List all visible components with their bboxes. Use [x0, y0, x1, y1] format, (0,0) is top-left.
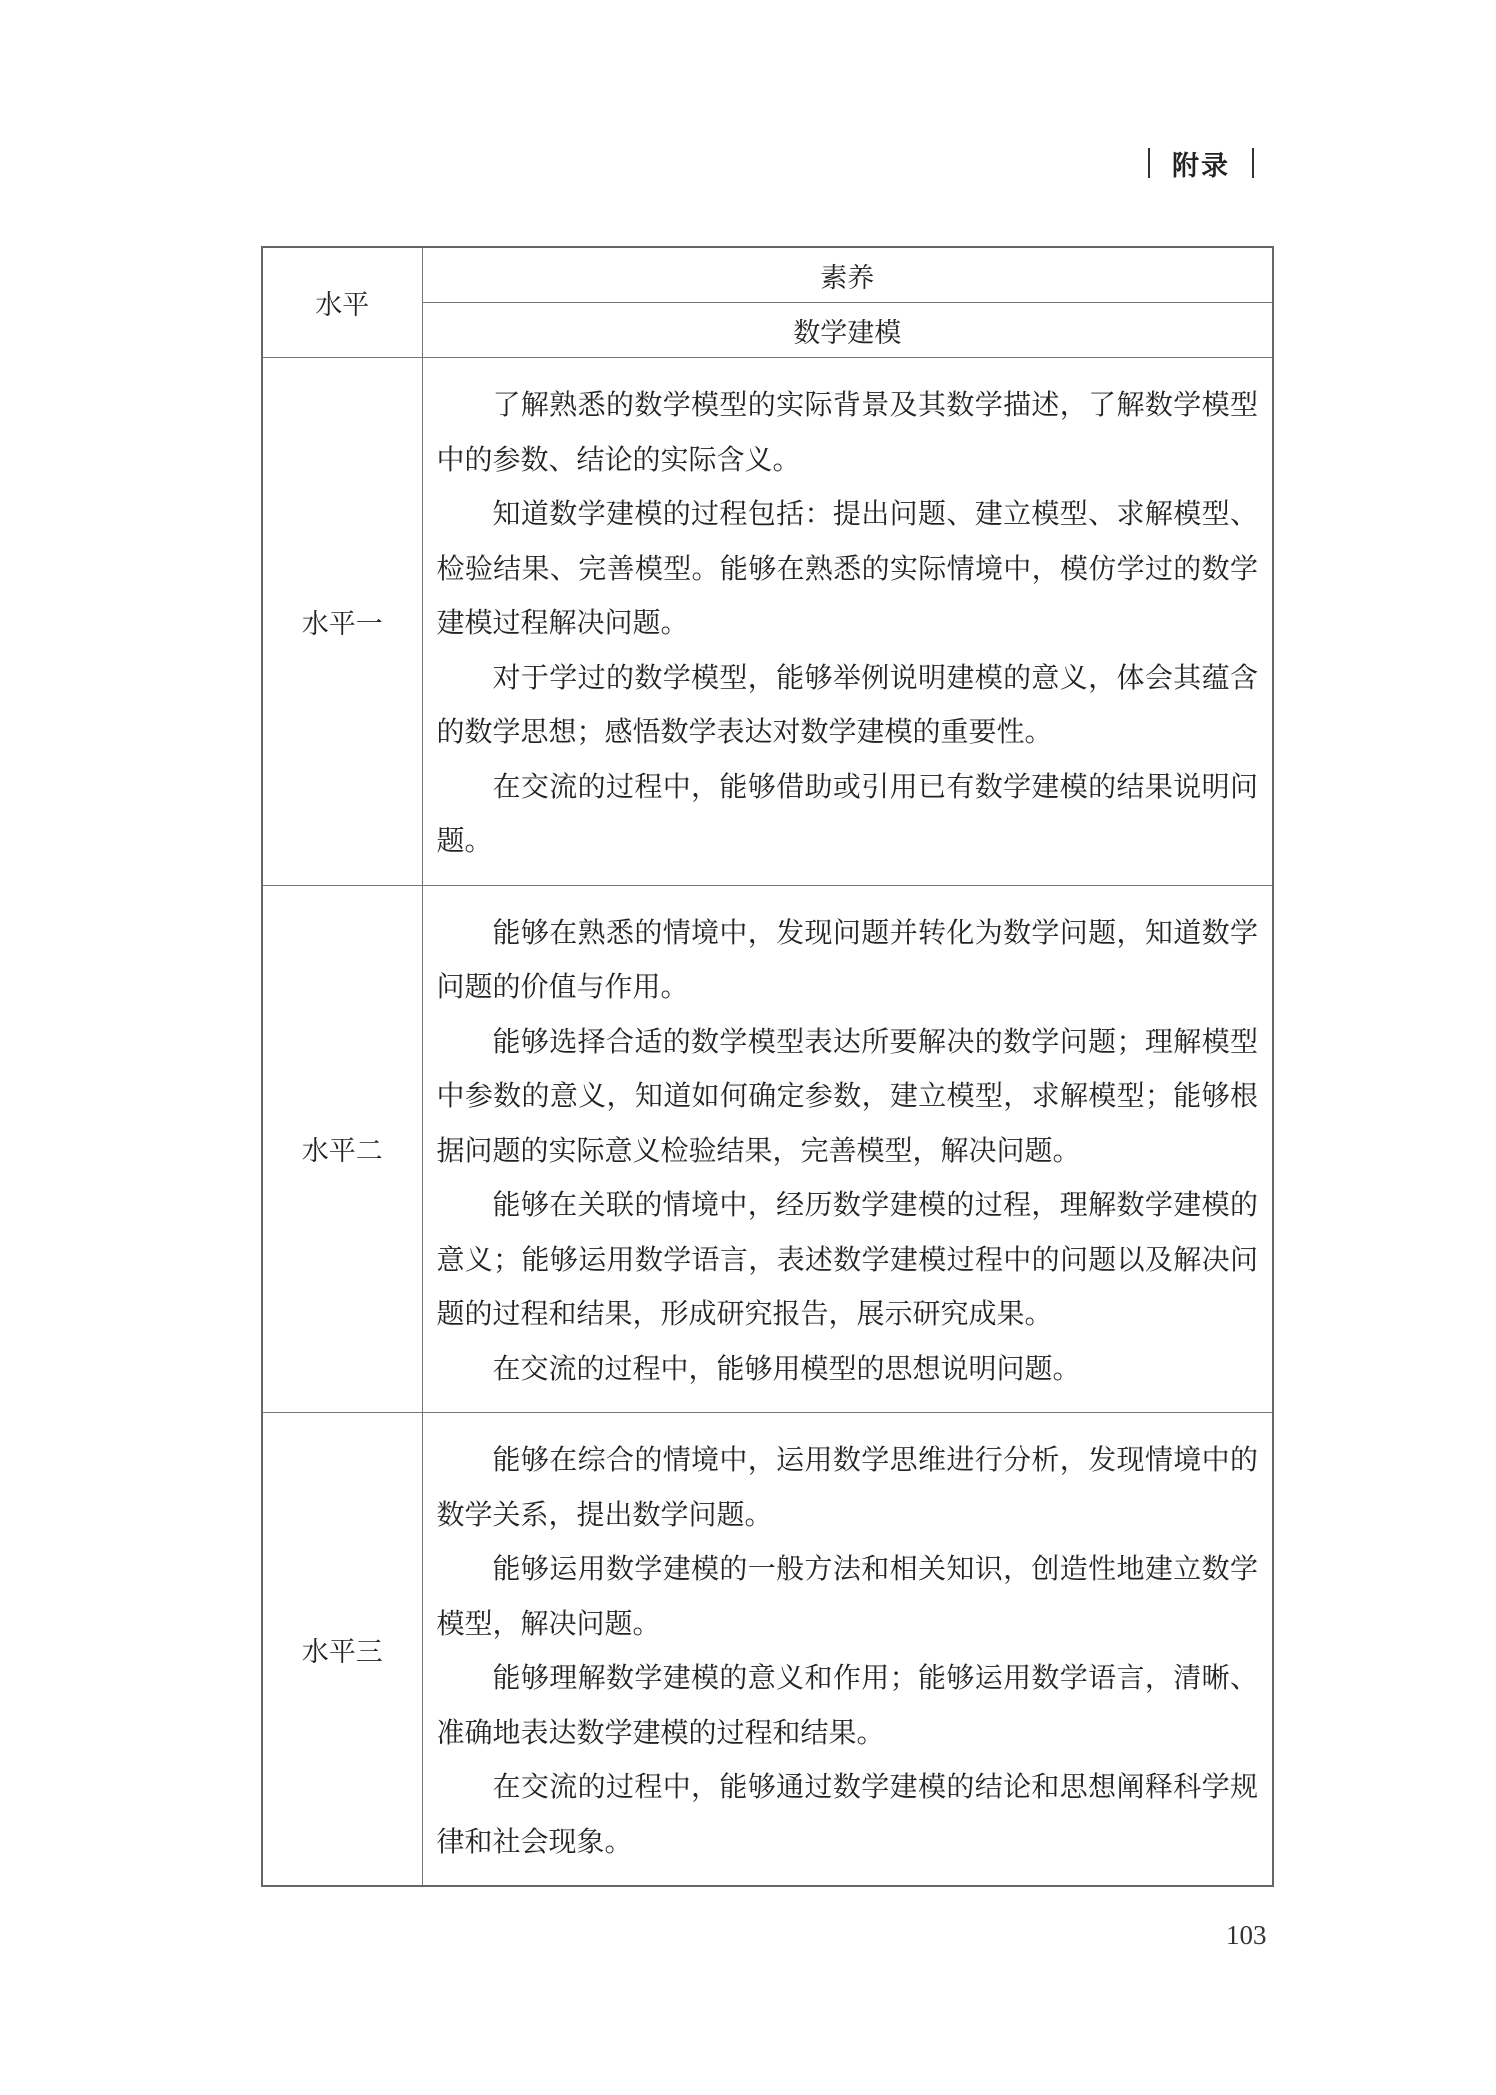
table-row: [262, 358, 1273, 886]
running-header: [1148, 146, 1254, 180]
category-header: 素养: [422, 247, 1273, 303]
level-label: 水平一: [262, 358, 422, 886]
description-paragraph: 能够在综合的情境中，运用数学思维进行分析，发现情境中的数学关系，提出数学问题。: [436, 1443, 1258, 1531]
level-label: 水平二: [262, 885, 422, 1413]
description-paragraph: 对于学过的数学模型，能够举例说明建模的意义，体会其蕴含的数学思想；感悟数学表达对数学建模的重要性。: [436, 660, 1258, 748]
description-paragraph: 在交流的过程中，能够用模型的思想说明问题。: [492, 1351, 1081, 1385]
description-paragraph: 能够理解数学建模的意义和作用；能够运用数学语言，清晰、准确地表达数学建模的过程和结果。: [436, 1661, 1258, 1749]
description-paragraph: 能够在关联的情境中，经历数学建模的过程，理解数学建模的意义；能够运用数学语言，表述数学建模过程中的问题以及解决问题的过程和结果，形成研究报告，展示研究成果。: [436, 1188, 1258, 1330]
level-column-header: 水平: [262, 247, 422, 358]
description-paragraph: 能够选择合适的数学模型表达所要解决的数学问题；理解模型中参数的意义，知道如何确定参数，建立模型，求解模型；能够根据问题的实际意义检验结果，完善模型，解决问题。: [436, 1024, 1258, 1167]
header-divider-right: [1252, 148, 1254, 178]
table-header-row: [262, 247, 1273, 303]
section-label: 附录: [1172, 150, 1230, 182]
description-paragraph: 知道数学建模的过程包括：提出问题、建立模型、求解模型、检验结果、完善模型。能够在熟悉的实际情境中，模仿学过的数学建模过程解决问题。: [436, 497, 1258, 639]
description-paragraph: 在交流的过程中，能够通过数学建模的结论和思想阐释科学规律和社会现象。: [436, 1770, 1258, 1858]
table-row: [262, 885, 1273, 1413]
level-description: [422, 885, 1273, 1413]
level-label: 水平三: [262, 1413, 422, 1887]
level-description: [422, 1413, 1273, 1887]
literacy-level-table: [261, 246, 1274, 1887]
page-number: 103: [1226, 1920, 1267, 1950]
subcategory-header: 数学建模: [422, 303, 1273, 358]
level-description: [422, 358, 1273, 886]
header-divider-left: [1148, 148, 1150, 178]
description-paragraph: 能够在熟悉的情境中，发现问题并转化为数学问题，知道数学问题的价值与作用。: [436, 915, 1258, 1003]
description-paragraph: 了解熟悉的数学模型的实际背景及其数学描述，了解数学模型中的参数、结论的实际含义。: [436, 388, 1258, 476]
table-row: [262, 1413, 1273, 1887]
description-paragraph: 在交流的过程中，能够借助或引用已有数学建模的结果说明问题。: [436, 769, 1258, 857]
description-paragraph: 能够运用数学建模的一般方法和相关知识，创造性地建立数学模型，解决问题。: [436, 1552, 1258, 1640]
